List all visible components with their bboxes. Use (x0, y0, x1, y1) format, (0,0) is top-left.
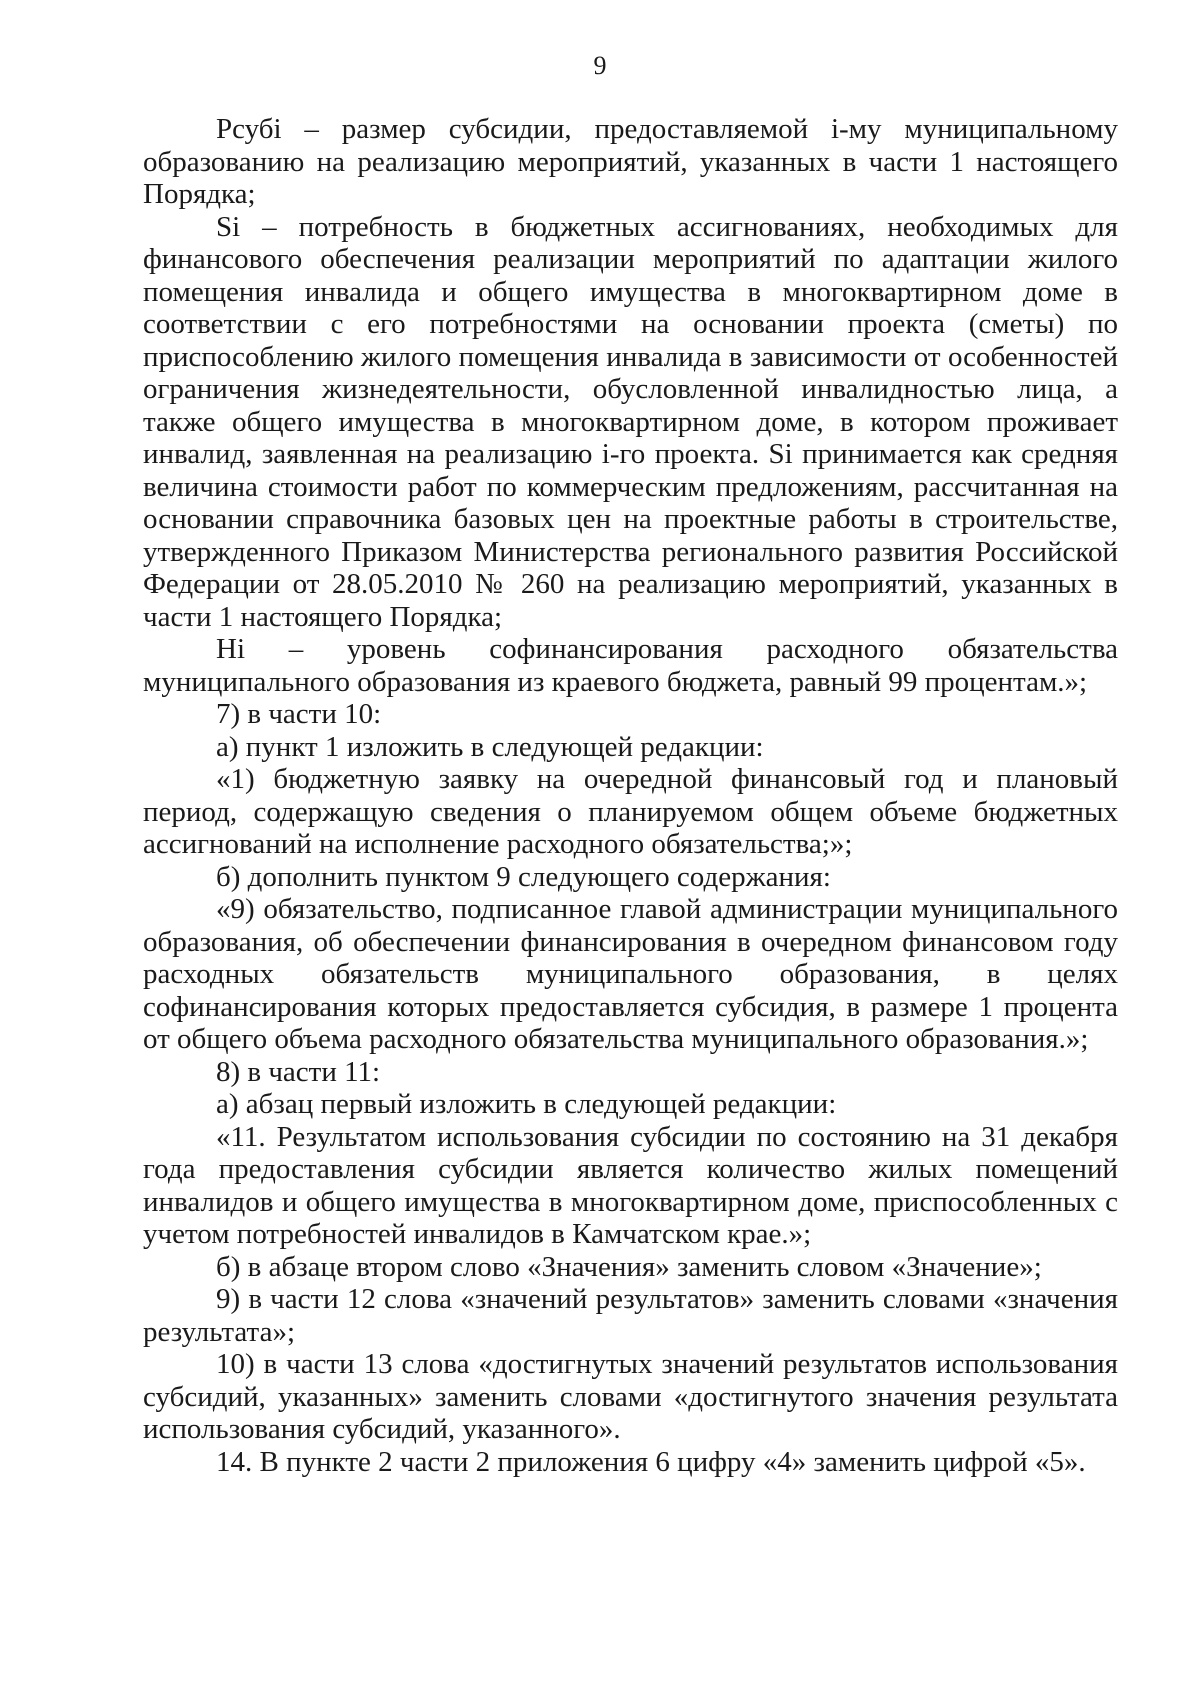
paragraph-item-8a: а) абзац первый изложить в следующей редакции: (216, 1088, 837, 1120)
paragraph-hi-definition: Hi – уровень софинансирования расходного обязательства муниципального образования из краевого бюджета, равный 99 процентам.»; (143, 633, 1118, 698)
paragraph-item-9: 9) в части 12 слова «значений результатов» заменить словами «значения результата»; (143, 1283, 1118, 1348)
paragraph-item-14: 14. В пункте 2 части 2 приложения 6 цифру «4» заменить цифрой «5». (216, 1445, 1086, 1478)
paragraph-si-definition: Si – потребность в бюджетных ассигнованиях, необходимых для финансового обеспечения реализации мероприятий по адаптации жилого помещения инвалида и общего имущества в многоквартирном доме в соответствии с его потребностями на основании проекта (сметы) по приспособлению жилого помещения инвалида в зависимости от особенностей ограничения жизнедеятельности, обусловленной инвалидностью лица, а также общего имущества в многоквартирном доме, в котором проживает инвалид, заявленная на реализацию i-го проекта. Si принимается как средняя величина стоимости работ по коммерческим предложениям, рассчитанная на основании справочника базовых цен на проектные работы в строительстве, утвержденного Приказом Министерства регионального развития Российской Федерации от 28.05.2010 № 260 на реализацию мероприятий, указанных в части 1 настоящего Порядка; (143, 210, 1118, 633)
paragraph-item-7a: а) пункт 1 изложить в следующей редакции: (216, 730, 764, 763)
paragraph-budget-request: «1) бюджетную заявку на очередной финансовый год и плановый период, содержащую сведения о планируемом общем объеме бюджетных ассигнований на исполнение расходного обязательства;»; (143, 763, 1118, 860)
document-body (143, 113, 1118, 1478)
paragraph-obligation: «9) обязательство, подписанное главой администрации муниципального образования, об обеспечении финансирования в очередном финансовом году расходных обязательств муниципального образования, в целях софинансирования которых предоставляется субсидия, в размере 1 процента от общего объема расходного обязательства муниципального образования.»; (143, 893, 1118, 1055)
paragraph-result-definition: «11. Результатом использования субсидии по состоянию на 31 декабря года предоставления субсидии является количество жилых помещений инвалидов и общего имущества в многоквартирном доме, приспособленных с учетом потребностей инвалидов в Камчатском крае.»; (143, 1120, 1118, 1250)
paragraph-item-10: 10) в части 13 слова «достигнутых значений результатов использования субсидий, указанных» заменить словами «достигнутого значения результата использования субсидий, указанного». (143, 1348, 1118, 1445)
page-number: 9 (593, 51, 607, 80)
paragraph-item-7: 7) в части 10: (216, 698, 382, 730)
paragraph-item-7b: б) дополнить пунктом 9 следующего содержания: (216, 860, 831, 893)
paragraph-item-8: 8) в части 11: (216, 1055, 381, 1088)
paragraph-item-8b: б) в абзаце втором слово «Значения» заменить словом «Значение»; (216, 1250, 1042, 1283)
paragraph-psub-definition: Рсубi – размер субсидии, предоставляемой i-му муниципальному образованию на реализацию мероприятий, указанных в части 1 настоящего Порядка; (143, 113, 1118, 210)
